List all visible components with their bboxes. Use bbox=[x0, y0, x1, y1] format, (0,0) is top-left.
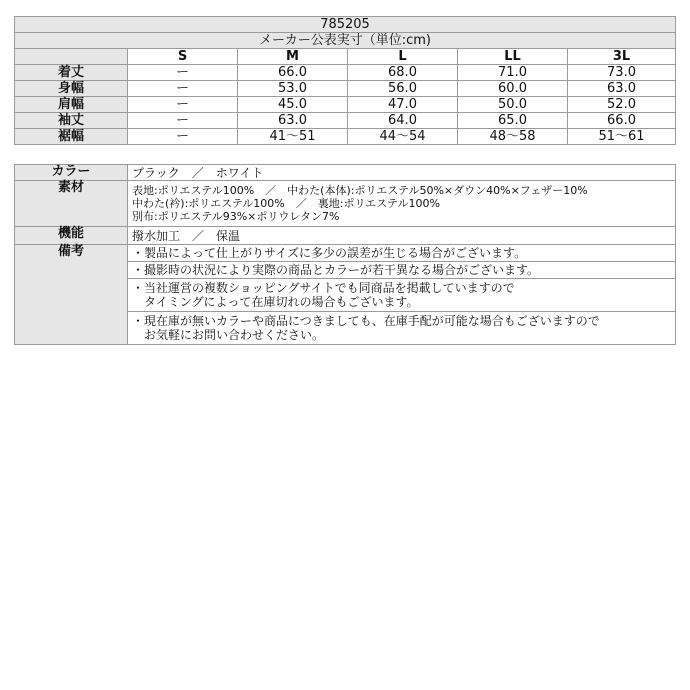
table-cell: 53.0 bbox=[238, 81, 348, 97]
table-cell: 51～61 bbox=[568, 129, 676, 145]
table-cell: 50.0 bbox=[458, 97, 568, 113]
table-row bbox=[15, 65, 676, 81]
function-label: 機能 bbox=[15, 227, 128, 245]
size-table bbox=[14, 16, 676, 145]
material-row bbox=[15, 181, 676, 227]
table-cell: ー bbox=[128, 81, 238, 97]
size-header-l: L bbox=[348, 49, 458, 65]
table-row bbox=[15, 97, 676, 113]
note-line: お気軽にお問い合わせください。 bbox=[132, 328, 325, 342]
table-cell: ー bbox=[128, 113, 238, 129]
table-cell: 68.0 bbox=[348, 65, 458, 81]
note-line: ・製品によって仕上がりサイズに多少の誤差が生じる場合がございます。 bbox=[132, 246, 527, 260]
function-value: 撥水加工 ／ 保温 bbox=[128, 227, 676, 245]
material-value bbox=[128, 181, 676, 227]
note-line: タイミングによって在庫切れの場合もございます。 bbox=[132, 295, 419, 309]
row-label: 着丈 bbox=[15, 65, 128, 81]
note-item bbox=[128, 245, 676, 262]
table-row bbox=[15, 113, 676, 129]
note-line: ・当社運営の複数ショッピングサイトでも同商品を掲載していますので bbox=[132, 281, 515, 295]
size-header-row bbox=[15, 49, 676, 65]
size-table-subtitle: メーカー公表実寸（単位:cm) bbox=[15, 33, 676, 49]
table-row bbox=[15, 129, 676, 145]
table-cell: 73.0 bbox=[568, 65, 676, 81]
row-label: 裾幅 bbox=[15, 129, 128, 145]
table-cell: 71.0 bbox=[458, 65, 568, 81]
note-item bbox=[128, 262, 676, 279]
note-row bbox=[15, 245, 676, 262]
notes-label: 備考 bbox=[15, 245, 128, 345]
note-line: ・現在庫が無いカラーや商品につきましても、在庫手配が可能な場合もございますので bbox=[132, 314, 600, 328]
note-line: ・撮影時の状況により実際の商品とカラーが若干異なる場合がございます。 bbox=[132, 263, 540, 277]
material-line: 表地:ポリエステル100% ／ 中わた(本体):ポリエステル50%×ダウン40%×フェザー10% bbox=[132, 184, 588, 197]
table-cell: 66.0 bbox=[568, 113, 676, 129]
table-cell: 45.0 bbox=[238, 97, 348, 113]
table-cell: 63.0 bbox=[568, 81, 676, 97]
color-row bbox=[15, 165, 676, 181]
table-cell: 41～51 bbox=[238, 129, 348, 145]
function-row bbox=[15, 227, 676, 245]
table-cell: ー bbox=[128, 129, 238, 145]
material-label: 素材 bbox=[15, 181, 128, 227]
row-label: 袖丈 bbox=[15, 113, 128, 129]
row-label: 身幅 bbox=[15, 81, 128, 97]
table-cell: 60.0 bbox=[458, 81, 568, 97]
color-label: カラー bbox=[15, 165, 128, 181]
size-header-corner bbox=[15, 49, 128, 65]
color-value: ブラック ／ ホワイト bbox=[128, 165, 676, 181]
note-item bbox=[128, 279, 676, 312]
table-cell: ー bbox=[128, 65, 238, 81]
table-row bbox=[15, 81, 676, 97]
table-cell: 64.0 bbox=[348, 113, 458, 129]
table-cell: 56.0 bbox=[348, 81, 458, 97]
material-line: 中わた(衿):ポリエステル100% ／ 裏地:ポリエステル100% bbox=[132, 197, 440, 210]
product-code: 785205 bbox=[15, 17, 676, 33]
table-cell: 48～58 bbox=[458, 129, 568, 145]
table-cell: 66.0 bbox=[238, 65, 348, 81]
table-cell: 63.0 bbox=[238, 113, 348, 129]
table-cell: 65.0 bbox=[458, 113, 568, 129]
size-header-m: M bbox=[238, 49, 348, 65]
material-line: 別布:ポリエステル93%×ポリウレタン7% bbox=[132, 210, 340, 223]
product-info-table bbox=[14, 164, 676, 345]
table-cell: 44～54 bbox=[348, 129, 458, 145]
note-item bbox=[128, 312, 676, 345]
size-header-s: S bbox=[128, 49, 238, 65]
table-cell: ー bbox=[128, 97, 238, 113]
size-header-ll: LL bbox=[458, 49, 568, 65]
table-cell: 52.0 bbox=[568, 97, 676, 113]
table-cell: 47.0 bbox=[348, 97, 458, 113]
size-header-3l: 3L bbox=[568, 49, 676, 65]
row-label: 肩幅 bbox=[15, 97, 128, 113]
